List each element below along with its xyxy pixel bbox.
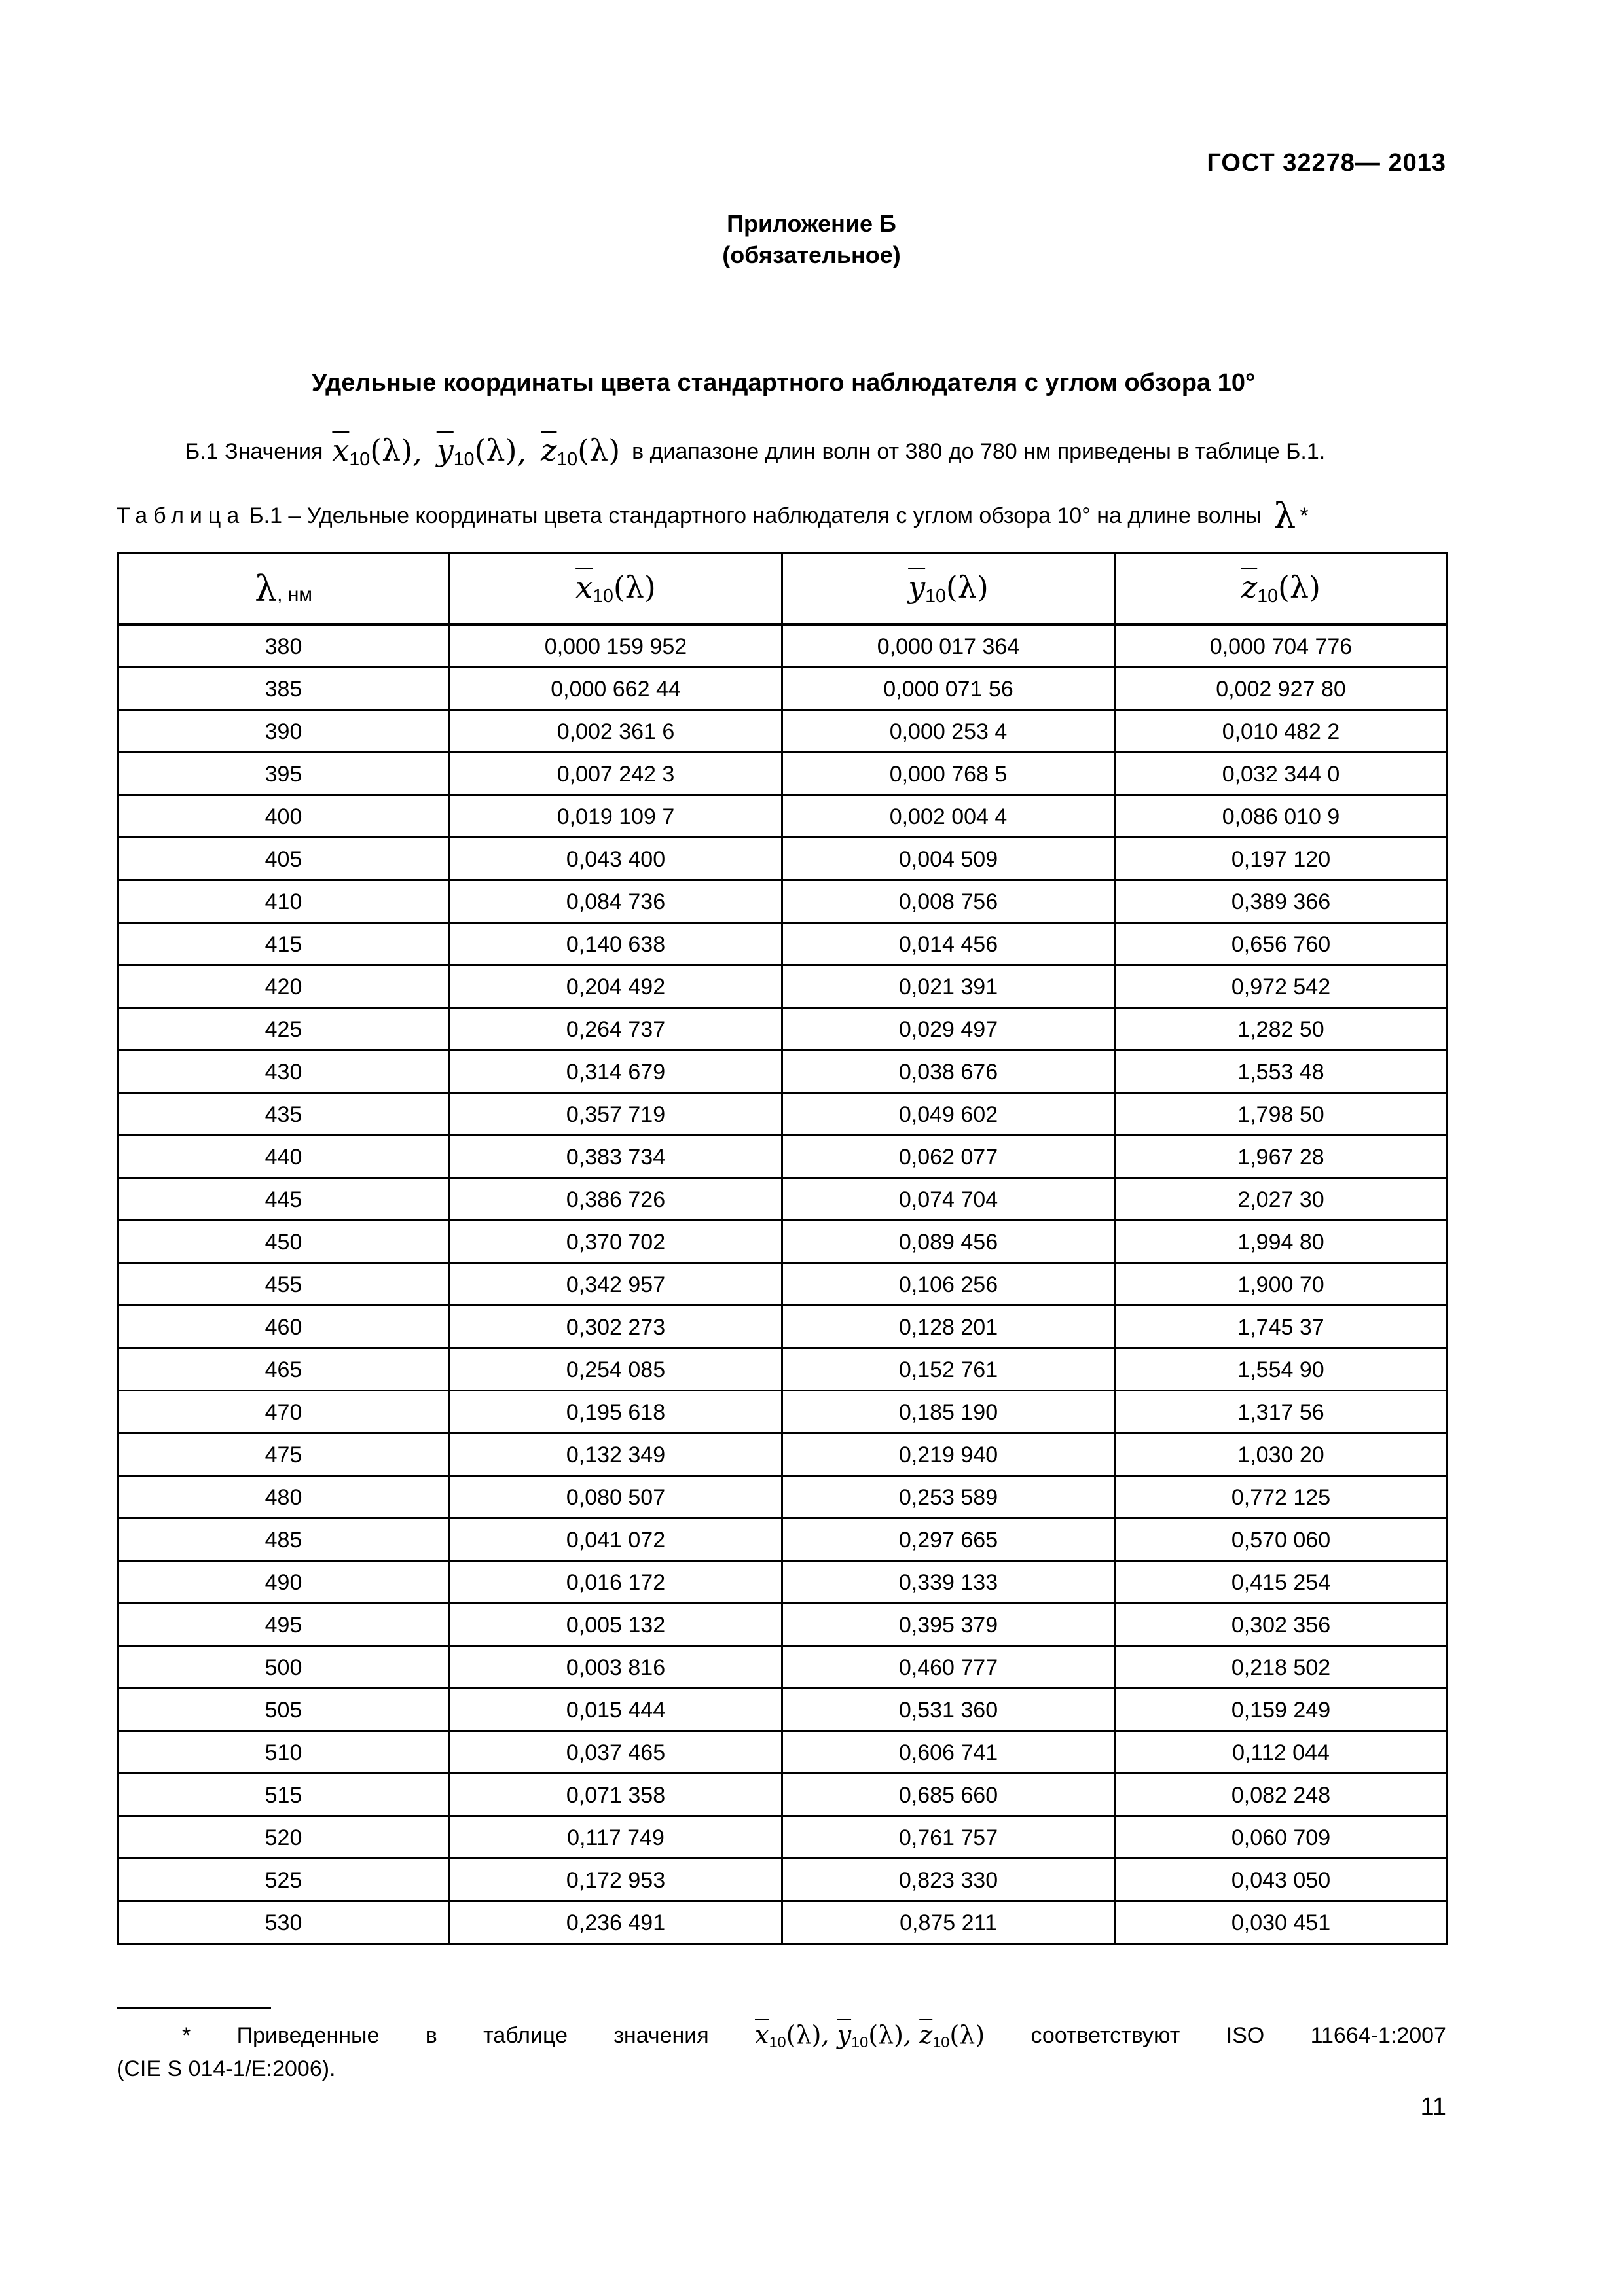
- table-row: [118, 1646, 1448, 1689]
- cell-z-bar: 0,159 249: [1115, 1689, 1448, 1731]
- footnote-mark: *: [1300, 503, 1309, 528]
- cell-y-bar: 0,008 756: [782, 880, 1115, 923]
- cell-x-bar: 0,037 465: [450, 1731, 782, 1774]
- cell-y-bar: 0,004 509: [782, 838, 1115, 880]
- cell-x-bar: 0,342 957: [450, 1263, 782, 1306]
- paragraph-b1: Б.1 Значения $\overline{x}10(\lambda)$ , $\overline{y}10(\lambda)$ , $\overline{z}10(\lambda)$ в диапазоне длин волн от 380 до 780 нм приведены в таблице Б.1.: [185, 432, 1326, 471]
- table-row: [118, 1348, 1448, 1391]
- table-row: [118, 1093, 1448, 1136]
- cell-y-bar: 0,128 201: [782, 1306, 1115, 1348]
- table-row: [118, 710, 1448, 753]
- cell-x-bar: 0,314 679: [450, 1050, 782, 1093]
- footnote-line-2: (CIE S 014-1/E:2006).: [117, 2056, 336, 2081]
- cell-z-bar: 1,553 48: [1115, 1050, 1448, 1093]
- cell-x-bar: 0,357 719: [450, 1093, 782, 1136]
- appendix-title: Приложение Б: [727, 210, 896, 237]
- footnote-divider: [117, 2007, 271, 2009]
- page-number: 11: [1420, 2093, 1446, 2121]
- cell-wavelength: 505: [118, 1689, 450, 1731]
- cell-z-bar: 1,994 80: [1115, 1221, 1448, 1263]
- cell-z-bar: 1,745 37: [1115, 1306, 1448, 1348]
- cell-x-bar: 0,015 444: [450, 1689, 782, 1731]
- math-z-bar: $\overline{z}10(\lambda)$: [541, 432, 621, 471]
- cell-wavelength: 500: [118, 1646, 450, 1689]
- cell-wavelength: 490: [118, 1561, 450, 1604]
- cell-wavelength: 410: [118, 880, 450, 923]
- standard-code: ГОСТ 32278— 2013: [1207, 149, 1446, 177]
- footnote-word: соответствуют: [1030, 2022, 1180, 2048]
- cell-x-bar: 0,236 491: [450, 1901, 782, 1944]
- cell-y-bar: 0,875 211: [782, 1901, 1115, 1944]
- cell-x-bar: 0,117 749: [450, 1816, 782, 1859]
- cell-wavelength: 445: [118, 1178, 450, 1221]
- cell-wavelength: 435: [118, 1093, 450, 1136]
- data-table: [117, 552, 1448, 1945]
- cell-z-bar: 0,972 542: [1115, 965, 1448, 1008]
- cell-y-bar: 0,395 379: [782, 1604, 1115, 1646]
- cell-y-bar: 0,014 456: [782, 923, 1115, 965]
- cell-x-bar: 0,386 726: [450, 1178, 782, 1221]
- cell-x-bar: 0,080 507: [450, 1476, 782, 1518]
- cell-y-bar: 0,000 768 5: [782, 753, 1115, 795]
- table-row: [118, 965, 1448, 1008]
- cell-wavelength: 390: [118, 710, 450, 753]
- cell-y-bar: 0,219 940: [782, 1433, 1115, 1476]
- lambda-symbol: λ: [1273, 495, 1296, 537]
- cell-wavelength: 420: [118, 965, 450, 1008]
- cell-z-bar: 1,317 56: [1115, 1391, 1448, 1433]
- footnote-math: $\overline{x}10(\lambda)$, $\overline{y}10(\lambda)$, $\overline{z}10(\lambda)$: [755, 2020, 985, 2051]
- table-row: [118, 1774, 1448, 1816]
- table-row: [118, 838, 1448, 880]
- cell-y-bar: 0,029 497: [782, 1008, 1115, 1050]
- cell-y-bar: 0,460 777: [782, 1646, 1115, 1689]
- header-x-bar: $\overline{x}10(\lambda)$: [450, 553, 782, 625]
- cell-x-bar: 0,041 072: [450, 1518, 782, 1561]
- cell-y-bar: 0,089 456: [782, 1221, 1115, 1263]
- cell-y-bar: 0,000 017 364: [782, 625, 1115, 668]
- cell-y-bar: 0,049 602: [782, 1093, 1115, 1136]
- cell-z-bar: 2,027 30: [1115, 1178, 1448, 1221]
- table-row: [118, 1816, 1448, 1859]
- cell-y-bar: 0,062 077: [782, 1136, 1115, 1178]
- cell-wavelength: 510: [118, 1731, 450, 1774]
- table-row: [118, 1518, 1448, 1561]
- cell-y-bar: 0,606 741: [782, 1731, 1115, 1774]
- cell-z-bar: 0,218 502: [1115, 1646, 1448, 1689]
- cell-wavelength: 450: [118, 1221, 450, 1263]
- footnote-word: *: [182, 2022, 191, 2048]
- cell-y-bar: 0,021 391: [782, 965, 1115, 1008]
- cell-wavelength: 405: [118, 838, 450, 880]
- appendix-heading: [0, 208, 1623, 271]
- cell-z-bar: 1,967 28: [1115, 1136, 1448, 1178]
- cell-x-bar: 0,195 618: [450, 1391, 782, 1433]
- math-y-bar: $\overline{y}10(\lambda)$: [436, 432, 517, 471]
- cell-x-bar: 0,000 662 44: [450, 668, 782, 710]
- cell-z-bar: 0,086 010 9: [1115, 795, 1448, 838]
- cell-x-bar: 0,002 361 6: [450, 710, 782, 753]
- cell-x-bar: 0,071 358: [450, 1774, 782, 1816]
- table-row: [118, 753, 1448, 795]
- cell-wavelength: 430: [118, 1050, 450, 1093]
- cell-x-bar: 0,000 159 952: [450, 625, 782, 668]
- table-caption: [117, 496, 1446, 535]
- cell-y-bar: 0,531 360: [782, 1689, 1115, 1731]
- cell-wavelength: 520: [118, 1816, 450, 1859]
- cell-x-bar: 0,019 109 7: [450, 795, 782, 838]
- cell-wavelength: 400: [118, 795, 450, 838]
- cell-y-bar: 0,297 665: [782, 1518, 1115, 1561]
- header-z-bar: $\overline{z}10(\lambda)$: [1115, 553, 1448, 625]
- table-row: [118, 1391, 1448, 1433]
- cell-wavelength: 485: [118, 1518, 450, 1561]
- cell-wavelength: 495: [118, 1604, 450, 1646]
- cell-z-bar: 0,302 356: [1115, 1604, 1448, 1646]
- table-row: [118, 880, 1448, 923]
- cell-wavelength: 455: [118, 1263, 450, 1306]
- table-row: [118, 668, 1448, 710]
- cell-x-bar: 0,132 349: [450, 1433, 782, 1476]
- cell-z-bar: 1,282 50: [1115, 1008, 1448, 1050]
- cell-y-bar: 0,106 256: [782, 1263, 1115, 1306]
- table-row: [118, 923, 1448, 965]
- cell-wavelength: 380: [118, 625, 450, 668]
- table-row: [118, 1008, 1448, 1050]
- cell-z-bar: 0,112 044: [1115, 1731, 1448, 1774]
- header-y-bar: $\overline{y}10(\lambda)$: [782, 553, 1115, 625]
- table-row: [118, 1221, 1448, 1263]
- footnote-word: таблице: [483, 2022, 568, 2048]
- cell-wavelength: 465: [118, 1348, 450, 1391]
- table-row: [118, 1901, 1448, 1944]
- cell-z-bar: 0,032 344 0: [1115, 753, 1448, 795]
- cell-z-bar: 0,082 248: [1115, 1774, 1448, 1816]
- appendix-status: (обязательное): [722, 242, 901, 268]
- cell-wavelength: 525: [118, 1859, 450, 1901]
- cell-x-bar: 0,254 085: [450, 1348, 782, 1391]
- table-row: [118, 1263, 1448, 1306]
- cell-y-bar: 0,253 589: [782, 1476, 1115, 1518]
- cell-y-bar: 0,074 704: [782, 1178, 1115, 1221]
- cell-z-bar: 0,415 254: [1115, 1561, 1448, 1604]
- cell-x-bar: 0,172 953: [450, 1859, 782, 1901]
- cell-y-bar: 0,002 004 4: [782, 795, 1115, 838]
- header-wavelength: λ, нм: [118, 553, 450, 625]
- cell-wavelength: 480: [118, 1476, 450, 1518]
- table-row: [118, 1136, 1448, 1178]
- cell-z-bar: 0,000 704 776: [1115, 625, 1448, 668]
- cell-z-bar: 0,002 927 80: [1115, 668, 1448, 710]
- cell-y-bar: 0,152 761: [782, 1348, 1115, 1391]
- cell-wavelength: 470: [118, 1391, 450, 1433]
- cell-y-bar: 0,823 330: [782, 1859, 1115, 1901]
- table-row: [118, 795, 1448, 838]
- footnote-word: Приведенные: [236, 2022, 380, 2048]
- table-header-row: [118, 553, 1448, 625]
- cell-y-bar: 0,761 757: [782, 1816, 1115, 1859]
- cell-z-bar: 0,570 060: [1115, 1518, 1448, 1561]
- paragraph-tail: в диапазоне длин волн от 380 до 780 нм приведены в таблице Б.1.: [632, 439, 1326, 464]
- cell-z-bar: 1,030 20: [1115, 1433, 1448, 1476]
- caption-text: Б.1 – Удельные координаты цвета стандартного наблюдателя с углом обзора 10° на длине волны: [249, 503, 1262, 528]
- cell-wavelength: 440: [118, 1136, 450, 1178]
- cell-wavelength: 395: [118, 753, 450, 795]
- math-x-bar: $\overline{x}10(\lambda)$: [332, 432, 413, 471]
- cell-y-bar: 0,185 190: [782, 1391, 1115, 1433]
- cell-wavelength: 530: [118, 1901, 450, 1944]
- footnote-word: ISO: [1226, 2022, 1265, 2048]
- cell-y-bar: 0,038 676: [782, 1050, 1115, 1093]
- cell-z-bar: 0,772 125: [1115, 1476, 1448, 1518]
- cell-z-bar: 0,389 366: [1115, 880, 1448, 923]
- cell-y-bar: 0,339 133: [782, 1561, 1115, 1604]
- footnote-word: 11664-1:2007: [1310, 2022, 1446, 2048]
- cell-z-bar: 0,043 050: [1115, 1859, 1448, 1901]
- caption-label: Таблица: [117, 503, 246, 528]
- cell-x-bar: 0,140 638: [450, 923, 782, 965]
- table-row: [118, 1178, 1448, 1221]
- table-row: [118, 1476, 1448, 1518]
- cell-x-bar: 0,043 400: [450, 838, 782, 880]
- cell-y-bar: 0,000 071 56: [782, 668, 1115, 710]
- cell-z-bar: 0,197 120: [1115, 838, 1448, 880]
- table-row: [118, 1604, 1448, 1646]
- table-row: [118, 1731, 1448, 1774]
- table-row: [118, 1859, 1448, 1901]
- cell-wavelength: 415: [118, 923, 450, 965]
- paragraph-lead: Б.1 Значения: [185, 439, 323, 464]
- section-heading: Удельные координаты цвета стандартного наблюдателя с углом обзора 10°: [311, 369, 1256, 397]
- cell-x-bar: 0,007 242 3: [450, 753, 782, 795]
- cell-wavelength: 385: [118, 668, 450, 710]
- cell-wavelength: 460: [118, 1306, 450, 1348]
- footnote-line: [117, 2017, 1446, 2054]
- cell-y-bar: 0,000 253 4: [782, 710, 1115, 753]
- cell-y-bar: 0,685 660: [782, 1774, 1115, 1816]
- cell-x-bar: 0,016 172: [450, 1561, 782, 1604]
- cell-x-bar: 0,084 736: [450, 880, 782, 923]
- cell-z-bar: 0,060 709: [1115, 1816, 1448, 1859]
- table-row: [118, 1561, 1448, 1604]
- cell-x-bar: 0,383 734: [450, 1136, 782, 1178]
- table-row: [118, 625, 1448, 668]
- footnote-word: значения: [613, 2022, 709, 2048]
- cell-x-bar: 0,302 273: [450, 1306, 782, 1348]
- cell-x-bar: 0,005 132: [450, 1604, 782, 1646]
- cell-z-bar: 1,554 90: [1115, 1348, 1448, 1391]
- cell-wavelength: 425: [118, 1008, 450, 1050]
- cell-x-bar: 0,003 816: [450, 1646, 782, 1689]
- cell-x-bar: 0,264 737: [450, 1008, 782, 1050]
- footnote-word: в: [425, 2022, 437, 2048]
- table-row: [118, 1050, 1448, 1093]
- cell-z-bar: 0,030 451: [1115, 1901, 1448, 1944]
- table-row: [118, 1433, 1448, 1476]
- table-row: [118, 1689, 1448, 1731]
- cell-x-bar: 0,204 492: [450, 965, 782, 1008]
- cell-z-bar: 0,656 760: [1115, 923, 1448, 965]
- cell-x-bar: 0,370 702: [450, 1221, 782, 1263]
- cell-z-bar: 1,900 70: [1115, 1263, 1448, 1306]
- cell-wavelength: 515: [118, 1774, 450, 1816]
- table-body: [118, 625, 1448, 1944]
- cell-z-bar: 1,798 50: [1115, 1093, 1448, 1136]
- cell-wavelength: 475: [118, 1433, 450, 1476]
- table-row: [118, 1306, 1448, 1348]
- cell-z-bar: 0,010 482 2: [1115, 710, 1448, 753]
